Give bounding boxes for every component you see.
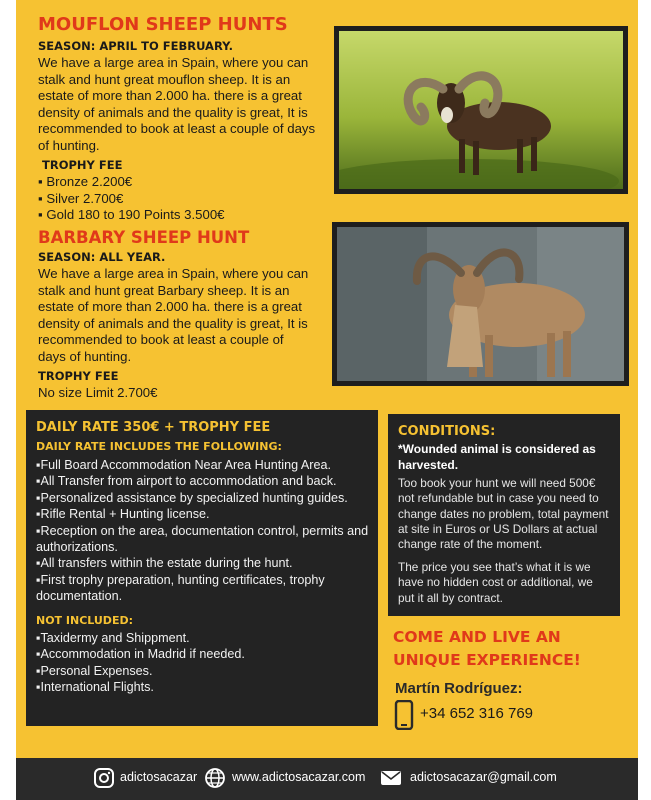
footer bbox=[16, 758, 638, 800]
fee-item: ▪ Gold 180 to 190 Points 3.500€ bbox=[38, 207, 225, 224]
includes-item: ▪ Rifle Rental + Hunting license. bbox=[36, 506, 376, 522]
barbary-title: BARBARY SHEEP HUNT bbox=[38, 228, 250, 247]
includes-item: ▪ Full Board Accommodation Near Area Hunting Area. bbox=[36, 457, 376, 473]
mouflon-fee-list bbox=[38, 174, 225, 224]
barbary-season: SEASON: ALL YEAR. bbox=[38, 250, 166, 264]
email-link[interactable]: adictosacazar@gmail.com bbox=[410, 770, 557, 784]
not-included-item: ▪ International Flights. bbox=[36, 679, 376, 695]
mail-icon bbox=[380, 768, 402, 788]
conditions-price: The price you see that’s what it is we have no hidden cost or additional, we put it all by contract. bbox=[398, 560, 593, 605]
phone-icon bbox=[394, 700, 414, 730]
not-included-list bbox=[36, 630, 376, 696]
mouflon-photo bbox=[334, 26, 628, 194]
fee-item: ▪ Silver 2.700€ bbox=[38, 191, 225, 208]
not-included-item: ▪ Personal Expenses. bbox=[36, 663, 376, 679]
conditions-booking: Too book your hunt we will need 500€ not refundable but in case you need to change dates no problem, total payment at site in Euros or US Dollars at actual change rate of the moment. bbox=[398, 476, 609, 552]
conditions-title: CONDITIONS: bbox=[398, 424, 496, 439]
barbary-fee: No size Limit 2.700€ bbox=[38, 385, 158, 400]
cta-line2: UNIQUE EXPERIENCE! bbox=[393, 651, 581, 669]
includes-item: ▪ All Transfer from airport to accommodation and back. bbox=[36, 473, 376, 489]
mouflon-description: We have a large area in Spain, where you can stalk and hunt great mouflon sheep. It is an estate of more than 2.000 ha. there is a great density of animals and the quality is great, It is recommended to book at least a couple of days of hunting. bbox=[38, 55, 316, 153]
includes-item: ▪ Reception on the area, documentation control, permits and authorizations. bbox=[36, 523, 376, 556]
instagram-icon bbox=[93, 767, 115, 789]
mouflon-trophy-label: TROPHY FEE bbox=[42, 158, 123, 172]
daily-rate-panel bbox=[26, 410, 378, 726]
includes-item: ▪ Personalized assistance by specialized hunting guides. bbox=[36, 490, 376, 506]
not-included-item: ▪ Accommodation in Madrid if needed. bbox=[36, 646, 376, 662]
barbary-photo bbox=[332, 222, 629, 386]
includes-list bbox=[36, 457, 376, 605]
includes-item: ▪ All transfers within the estate during the hunt. bbox=[36, 555, 376, 571]
barbary-description: We have a large area in Spain, where you can stalk and hunt great Barbary sheep. It is an estate of more than 2.000 ha. there is a great density of animals and the quality is great, It is recommended to book at least a couple of days of hunting. bbox=[38, 266, 309, 364]
mouflon-season: SEASON: APRIL TO FEBRUARY. bbox=[38, 39, 233, 53]
cta-line1: COME AND LIVE AN bbox=[393, 628, 561, 646]
globe-icon bbox=[204, 767, 226, 789]
includes-title: DAILY RATE INCLUDES THE FOLLOWING: bbox=[36, 440, 282, 453]
includes-item: ▪ First trophy preparation, hunting certificates, trophy documentation. bbox=[36, 572, 376, 605]
instagram-handle[interactable]: adictosacazar bbox=[120, 770, 198, 784]
wounded-note: *Wounded animal is considered as harvested. bbox=[398, 442, 596, 472]
not-included-title: NOT INCLUDED: bbox=[36, 614, 133, 627]
barbary-trophy-label: TROPHY FEE bbox=[38, 369, 119, 383]
website-link[interactable]: www.adictosacazar.com bbox=[232, 770, 366, 784]
not-included-item: ▪ Taxidermy and Shippment. bbox=[36, 630, 376, 646]
fee-item: ▪ Bronze 2.200€ bbox=[38, 174, 225, 191]
poster bbox=[16, 0, 638, 800]
mouflon-title: MOUFLON SHEEP HUNTS bbox=[38, 14, 288, 35]
daily-rate-title: DAILY RATE 350€ + TROPHY FEE bbox=[36, 420, 271, 435]
conditions-panel bbox=[388, 414, 620, 616]
contact-phone[interactable]: +34 652 316 769 bbox=[420, 705, 534, 722]
contact-name: Martín Rodríguez: bbox=[395, 680, 523, 697]
